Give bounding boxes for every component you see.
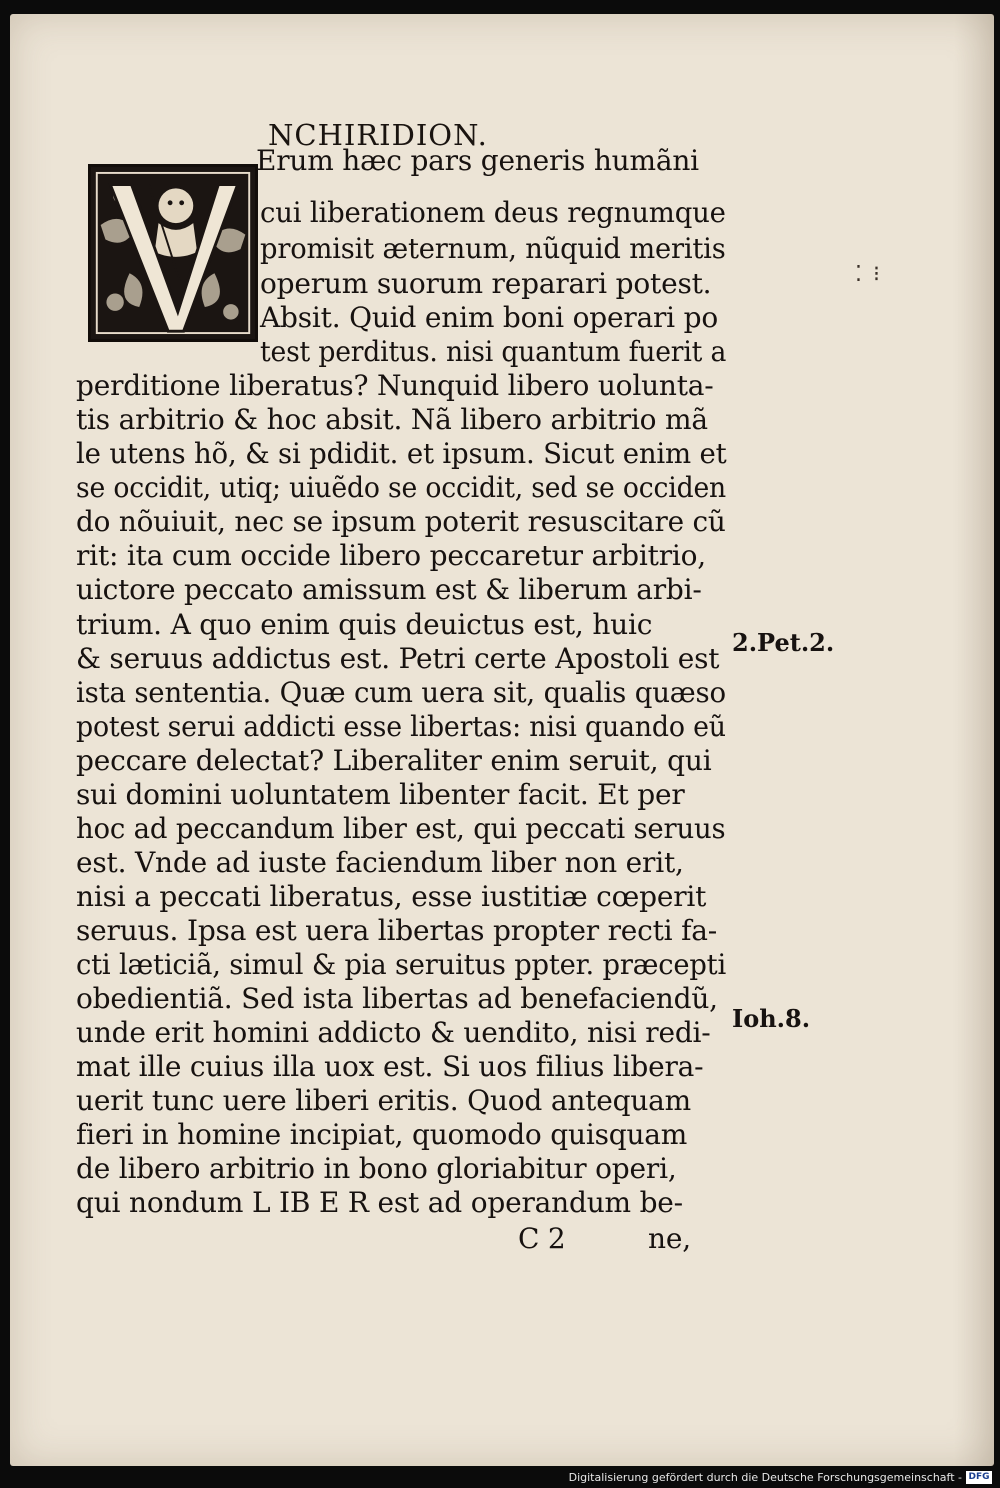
text-line: fieri in homine incipiat, quomodo quisquam xyxy=(76,1118,688,1151)
text-line: sui domini uoluntatem libenter facit. Et per xyxy=(76,778,685,811)
text-line: do nõuiuit, nec se ipsum poterit resuscitare cũ xyxy=(76,505,726,538)
text-line: tis arbitrio & hoc absit. Nã libero arbitrio mã xyxy=(76,403,708,436)
marginal-note-pet: 2.Pet.2. xyxy=(732,628,835,657)
text-line: se occidit, utiq; uiuẽdo se occidit, sed se occiden xyxy=(76,471,727,504)
text-line: de libero arbitrio in bono gloriabitur operi, xyxy=(76,1152,677,1185)
text-line: trium. A quo enim quis deuictus est, huic xyxy=(76,608,653,641)
text-line: le utens hõ, & si pdidit. et ipsum. Sicut enim et xyxy=(76,437,727,470)
text-line: cui liberationem deus regnumque xyxy=(260,196,726,229)
text-line: nisi a peccati liberatus, esse iustitiæ cœperit xyxy=(76,880,707,913)
text-line: peccare delectat? Liberaliter enim seruit, qui xyxy=(76,744,712,777)
text-line: uictore peccato amissum est & liberum arbi- xyxy=(76,573,702,606)
text-line: test perditus. nisi quantum fuerit a xyxy=(260,335,727,368)
text-line: perditione liberatus? Nunquid libero uolunta- xyxy=(76,369,714,402)
running-head: NCHIRIDION. xyxy=(268,118,488,152)
ink-specks: ⁚ ⁝ xyxy=(855,262,882,287)
decorated-initial-v-woodcut xyxy=(88,164,258,342)
text-line: ista sententia. Quæ cum uera sit, qualis quæso xyxy=(76,676,726,709)
text-line: est. Vnde ad iuste faciendum liber non erit, xyxy=(76,846,684,879)
text-line: uerit tunc uere liberi eritis. Quod antequam xyxy=(76,1084,692,1117)
signature-mark: C 2 xyxy=(518,1222,566,1255)
text-line: & seruus addictus est. Petri certe Apostoli est xyxy=(76,642,720,675)
footer-credit: Digitalisierung gefördert durch die Deutsche Forschungsgemeinschaft - xyxy=(568,1471,962,1484)
text-line: promisit æternum, nũquid meritis xyxy=(260,232,726,265)
book-page xyxy=(10,14,994,1466)
text-line: seruus. Ipsa est uera libertas propter recti fa- xyxy=(76,914,718,947)
text-line: operum suorum reparari potest. xyxy=(260,267,712,300)
dfg-logo: DFG xyxy=(966,1471,992,1484)
text-line: hoc ad peccandum liber est, qui peccati seruus xyxy=(76,812,726,845)
text-line: mat ille cuius illa uox est. Si uos filius libera- xyxy=(76,1050,704,1083)
text-line: obedientiã. Sed ista libertas ad benefaciendũ, xyxy=(76,982,718,1015)
footer-bar xyxy=(0,1466,1000,1488)
text-line: unde erit homini addicto & uendito, nisi redi- xyxy=(76,1016,711,1049)
text-line: rit: ita cum occide libero peccaretur arbitrio, xyxy=(76,539,706,572)
text-line: qui nondum L IB E R est ad operandum be- xyxy=(76,1186,683,1219)
marginal-note-ioh: Ioh.8. xyxy=(732,1004,811,1033)
text-line: Erum hæc pars generis humãni xyxy=(256,144,699,177)
text-line: potest serui addicti esse libertas: nisi quando eũ xyxy=(76,710,726,743)
catchword: ne, xyxy=(648,1222,691,1255)
text-line: cti læticiã, simul & pia seruitus ppter. præcepti xyxy=(76,948,727,981)
page-edge-shade xyxy=(954,14,994,1466)
text-line: Absit. Quid enim boni operari po xyxy=(260,301,719,334)
woodcut-initial-icon xyxy=(91,167,255,339)
